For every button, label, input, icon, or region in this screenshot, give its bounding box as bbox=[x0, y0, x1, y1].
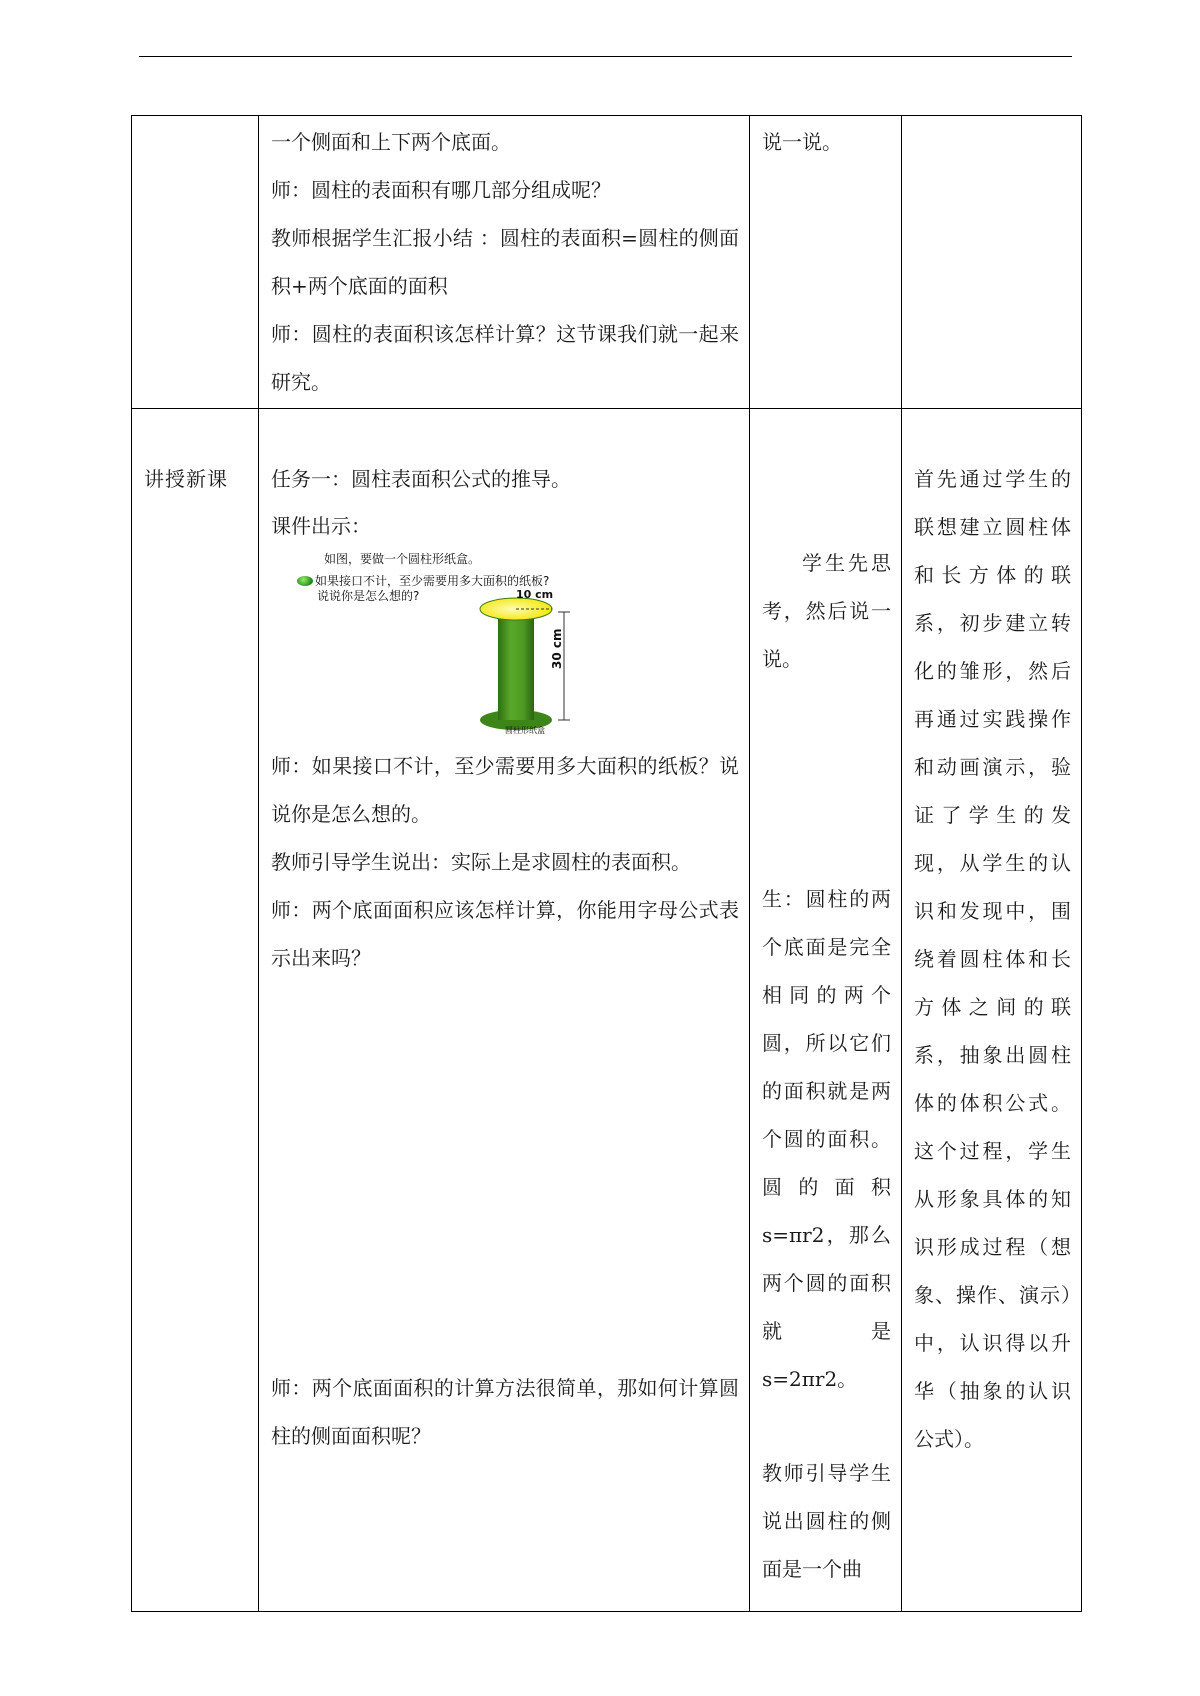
teacher-line: 师：两个底面面积的计算方法很简单，那如何计算圆柱的侧面面积呢？ bbox=[271, 1376, 739, 1448]
stage-label: 讲授新课 bbox=[144, 467, 228, 491]
cylinder-drawing bbox=[271, 549, 571, 737]
teacher-line: 一个侧面和上下两个底面。 bbox=[271, 130, 511, 154]
student-guide: 教师引导学生说出圆柱的侧面是一个曲 bbox=[762, 1461, 891, 1581]
teacher-line: 教师根据学生汇报小结 ：圆柱的表面积=圆柱的侧面积+两个底面的面积 bbox=[271, 226, 739, 298]
header-rule bbox=[139, 56, 1072, 57]
radius-label: 10 cm bbox=[516, 588, 554, 601]
design-intent-text: 首先通过学生的联想建立圆柱体和长方体的联系，初步建立转化的雏形，然后再通过实践操作和动画演示，验证了学生的发现，从学生的认识和发现中，围绕着圆柱体和长方体之间的联系，抽象出圆柱体的体积公式。这个过程，学生从形象具体的知识形成过程（想象、操作、演示）中，认识得以升华（抽象的认识公式）。 bbox=[914, 467, 1071, 1451]
cylinder-figure bbox=[271, 549, 571, 737]
student-activity-cell bbox=[750, 116, 902, 409]
height-label: 30 cm bbox=[550, 628, 564, 669]
student-think: 学生先思考，然后说一说。 bbox=[762, 551, 891, 671]
stage-cell bbox=[132, 409, 259, 1612]
student-line: 说一说。 bbox=[762, 130, 842, 154]
figure-line-1: 如图，要做一个圆柱形纸盒。 bbox=[324, 552, 481, 566]
design-intent-cell bbox=[902, 409, 1082, 1612]
teacher-line: 教师引导学生说出：实际上是求圆柱的表面积。 bbox=[271, 850, 691, 874]
figure-line-3: 说说你是怎么想的? bbox=[317, 589, 420, 603]
teacher-line: 师：两个底面面积应该怎样计算，你能用字母公式表示出来吗？ bbox=[271, 898, 739, 970]
teacher-line: 师：圆柱的表面积该怎样计算？这节课我们就一起来研究。 bbox=[271, 322, 739, 394]
teacher-activity-cell bbox=[259, 116, 750, 409]
table-row bbox=[132, 409, 1082, 1612]
table-row bbox=[132, 116, 1082, 409]
student-activity-cell bbox=[750, 409, 902, 1612]
task-title: 任务一：圆柱表面积公式的推导。 bbox=[271, 467, 571, 491]
design-intent-cell bbox=[902, 116, 1082, 409]
teacher-line: 师：如果接口不计，至少需要用多大面积的纸板？说说你是怎么想的。 bbox=[271, 754, 739, 826]
figure-caption: 圆柱形纸盒 bbox=[505, 726, 545, 735]
courseware-label: 课件出示： bbox=[271, 514, 371, 538]
figure-line-2: 如果接口不计，至少需要用多大面积的纸板? bbox=[297, 574, 549, 589]
lesson-plan-table bbox=[131, 115, 1082, 1612]
teacher-line: 师：圆柱的表面积有哪几部分组成呢？ bbox=[271, 178, 611, 202]
teacher-activity-cell bbox=[259, 409, 750, 1612]
stage-cell bbox=[132, 116, 259, 409]
student-answer: 生：圆柱的两个底面是完全相同的两个圆，所以它们的面积就是两个圆的面积。圆的面积s=πr2，那么两个圆的面积就是s=2πr2。 bbox=[762, 887, 891, 1391]
